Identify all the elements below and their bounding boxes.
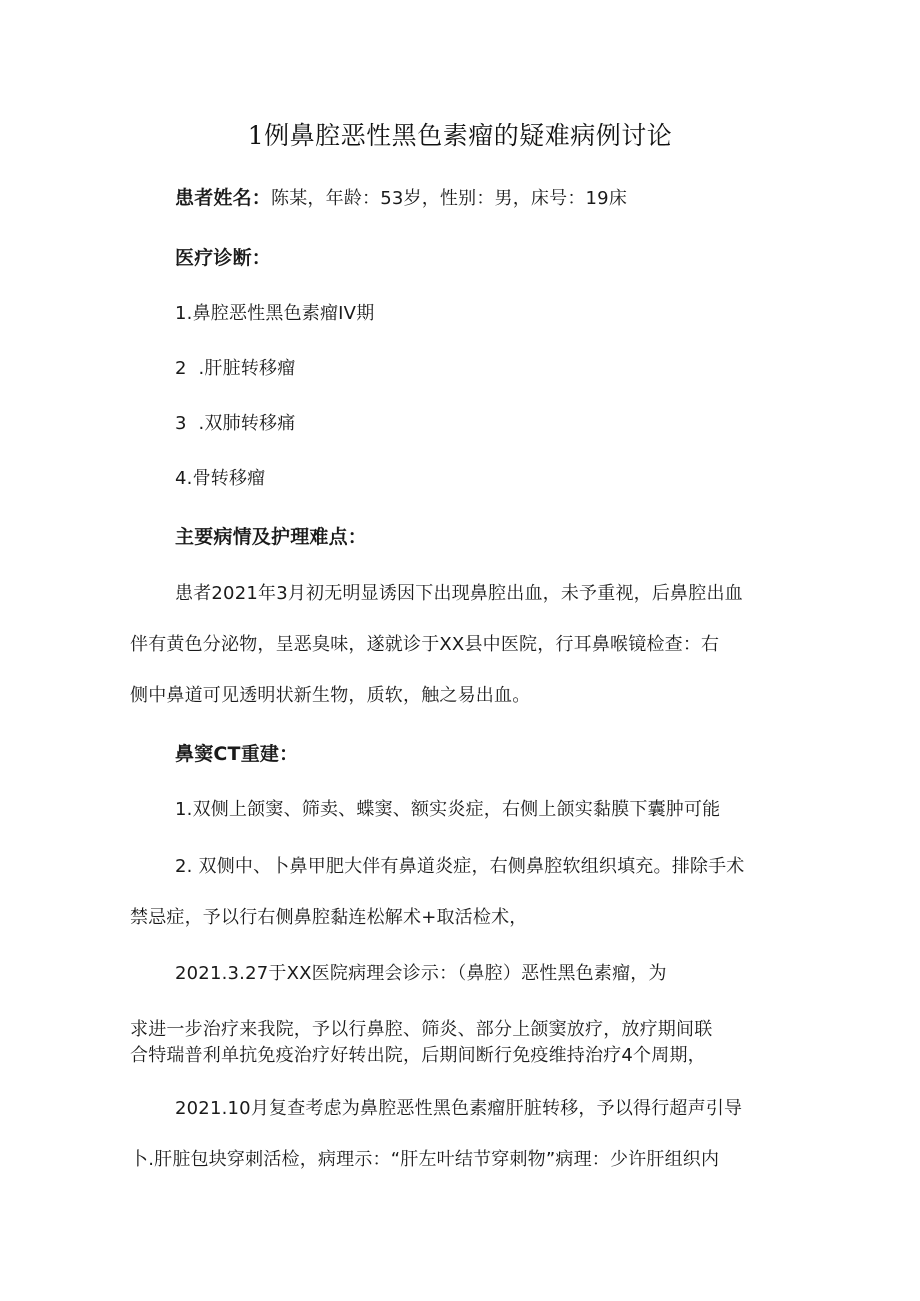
ct-paragraph-line: 合特瑞普利单抗免疫治疗好转出院，后期间断行免疫维持治疗4个周期， xyxy=(130,1045,706,1066)
ct-heading: 鼻窦CT重建： xyxy=(175,743,299,765)
condition-heading: 主要病情及护理难点： xyxy=(175,526,368,548)
diagnosis-item: 3 .双肺转移痛 xyxy=(175,413,296,434)
condition-paragraph-line: 伴有黄色分泌物，呈恶臭味，遂就诊于XX县中医院，行耳鼻喉镜检查：右 xyxy=(130,634,720,655)
ct-paragraph-line: 卜.肝脏包块穿刺活检，病理示：“肝左叶结节穿刺物”病理：少许肝组织内 xyxy=(130,1149,720,1170)
patient-info: 陈某，年龄：53岁，性别：男，床号：19床 xyxy=(271,188,628,209)
diagnosis-heading: 医疗诊断： xyxy=(175,247,272,269)
patient-label: 患者姓名： xyxy=(175,187,272,209)
ct-paragraph-line: 求进一步治疗来我院，予以行鼻腔、筛炎、部分上颌窦放疗，放疗期间联 xyxy=(130,1019,713,1040)
ct-paragraph-line: 1.双侧上颌窦、筛卖、蝶窦、额实炎症，右侧上颌实黏膜下囊肿可能 xyxy=(175,799,721,820)
document-title: 1例鼻腔恶性黑色素瘤的疑难病例讨论 xyxy=(247,121,673,150)
condition-paragraph-line: 患者2021年3月初无明显诱因下出现鼻腔出血，未予重视，后鼻腔出血 xyxy=(175,583,743,604)
ct-paragraph-line: 2. 双侧中、卜鼻甲肥大伴有鼻道炎症，右侧鼻腔软组织填充。排除手术 xyxy=(175,856,745,877)
ct-paragraph-line: 2021.3.27于XX医院病理会诊示：（鼻腔）恶性黑色素瘤，为 xyxy=(175,963,667,984)
patient-info-line xyxy=(175,186,627,211)
diagnosis-item: 4.骨转移瘤 xyxy=(175,468,266,489)
condition-paragraph-line: 侧中鼻道可见透明状新生物，质软，触之易出血。 xyxy=(130,685,531,706)
diagnosis-item: 2 .肝脏转移瘤 xyxy=(175,358,296,379)
diagnosis-item: 1.鼻腔恶性黑色素瘤IV期 xyxy=(175,303,375,324)
ct-paragraph-line: 禁忌症，予以行右侧鼻腔黏连松解术+取活检术， xyxy=(130,907,528,928)
ct-paragraph-line: 2021.10月复查考虑为鼻腔恶性黑色素瘤肝脏转移，予以得行超声引导 xyxy=(175,1098,743,1119)
